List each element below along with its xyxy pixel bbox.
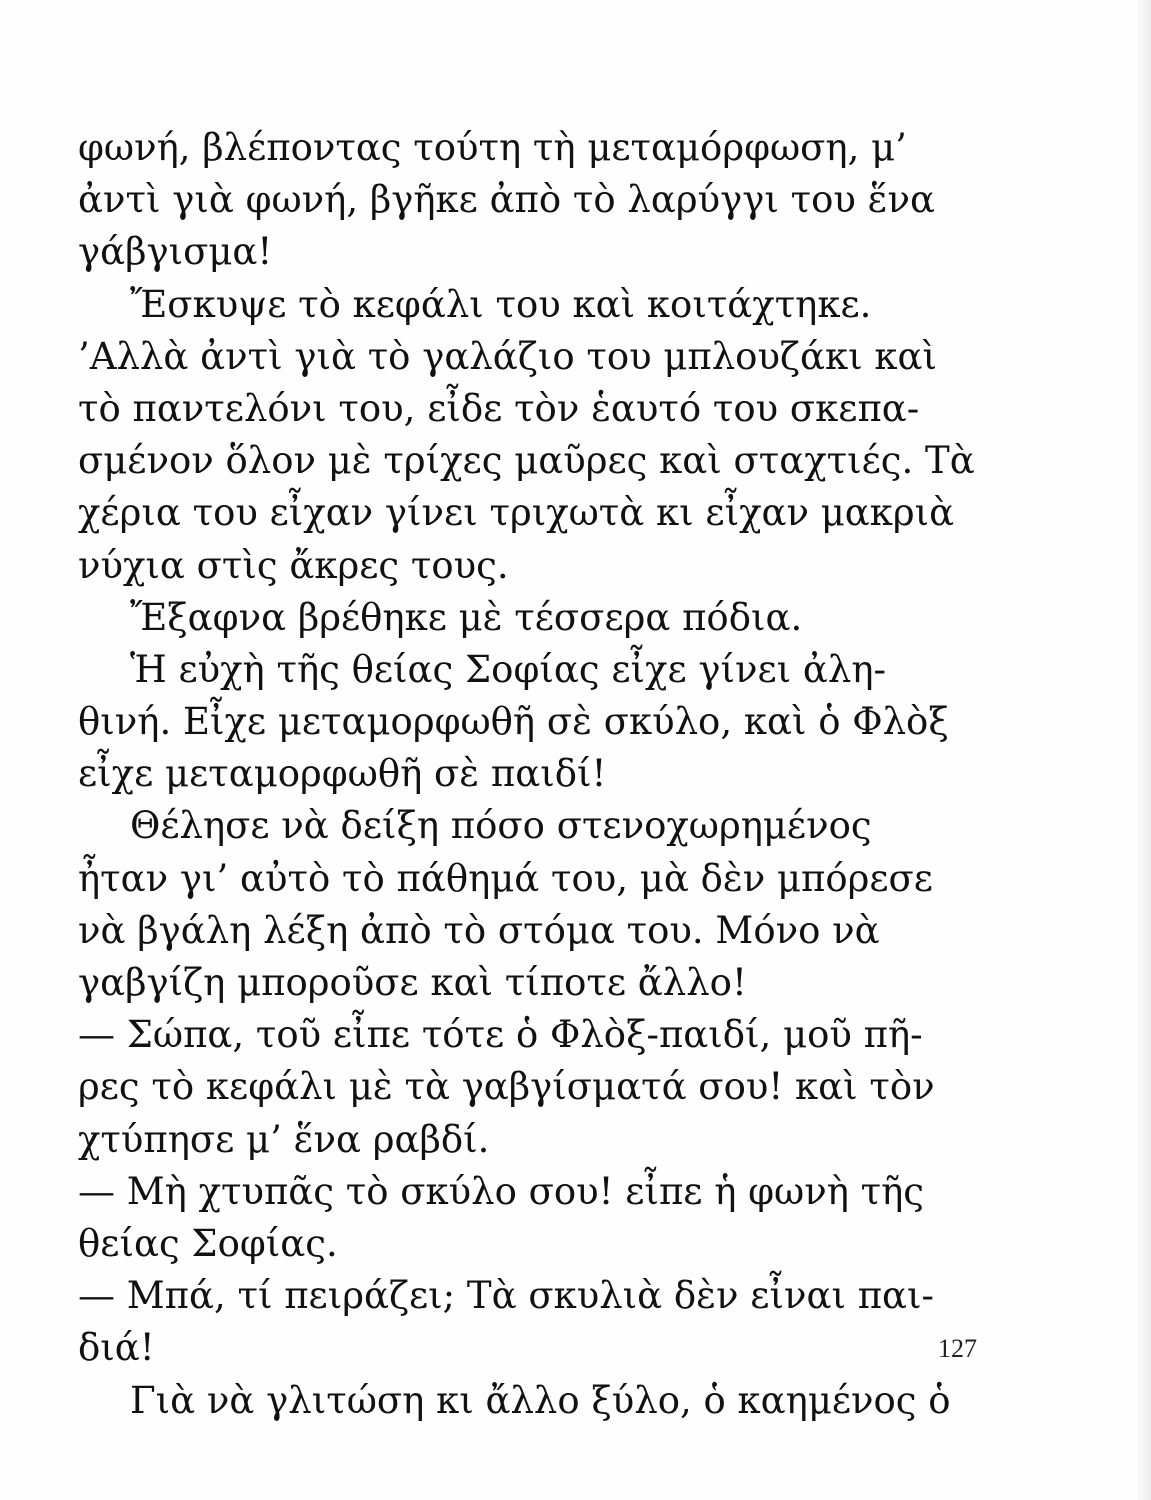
text-line: χέρια του εἶχαν γίνει τριχωτὰ κι εἶχαν μακριὰ [78, 491, 955, 535]
text-line: ἦταν γι’ αὐτὸ τὸ πάθημά του, μὰ δὲν μπόρεσε [78, 856, 933, 900]
text-line: — Μὴ χτυπᾶς τὸ σκύλο σου! εἶπε ἡ φωνὴ τῆς [78, 1169, 924, 1213]
text-line: εἶχε μεταμορφωθῆ σὲ παιδί! [78, 752, 607, 796]
text-line: ἀντὶ γιὰ φωνή, βγῆκε ἀπὸ τὸ λαρύγγι του ἕνα [78, 178, 935, 222]
text-line: ’Αλλὰ ἀντὶ γιὰ τὸ γαλάζιο του μπλουζάκι καὶ [78, 334, 937, 378]
text-line: — Σώπα, τοῦ εἶπε τότε ὁ Φλὸξ-παιδί, μοῦ πῆ- [78, 1013, 923, 1057]
text-line: θινή. Εἶχε μεταμορφωθῆ σὲ σκύλο, καὶ ὁ Φλὸξ [78, 700, 949, 744]
text-line: νύχια στὶς ἄκρες τους. [78, 543, 509, 587]
text-line: Ἔσκυψε τὸ κεφάλι του καὶ κοιτάχτηκε. [130, 282, 872, 326]
text-line: γάβγισμα! [78, 230, 273, 274]
text-line: νὰ βγάλη λέξη ἀπὸ τὸ στόμα του. Μόνο νὰ [78, 908, 880, 952]
text-line: Ἔξαφνα βρέθηκε μὲ τέσσερα πόδια. [130, 595, 803, 639]
page-edge-shadow [1137, 0, 1151, 1500]
text-line: σμένον ὅλον μὲ τρίχες μαῦρες καὶ σταχτιές. Τὰ [78, 439, 975, 483]
text-line: — Μπά, τί πειράζει; Τὰ σκυλιὰ δὲν εἶναι παι- [78, 1274, 935, 1318]
text-line: Θέλησε νὰ δείξη πόσο στενοχωρημένος [130, 804, 872, 848]
text-line: Ἡ εὐχὴ τῆς θείας Σοφίας εἶχε γίνει ἀλη- [130, 647, 887, 691]
page-number: 127 [938, 1334, 977, 1363]
text-line: χτύπησε μ’ ἕνα ραβδί. [78, 1117, 490, 1161]
text-line: διά! [78, 1326, 155, 1370]
text-line: θείας Σοφίας. [78, 1221, 338, 1265]
text-line: τὸ παντελόνι του, εἶδε τὸν ἑαυτό του σκεπα- [78, 386, 920, 430]
text-line: ρες τὸ κεφάλι μὲ τὰ γαβγίσματά σου! καὶ τὸν [78, 1065, 935, 1109]
text-line: γαβγίζη μποροῦσε καὶ τίποτε ἄλλο! [78, 961, 747, 1004]
text-line: Γιὰ νὰ γλιτώση κι ἄλλο ξύλο, ὁ καημένος ὁ [130, 1378, 951, 1422]
text-line: φωνή, βλέποντας τούτη τὴ μεταμόρφωση, μ’ [78, 126, 907, 169]
